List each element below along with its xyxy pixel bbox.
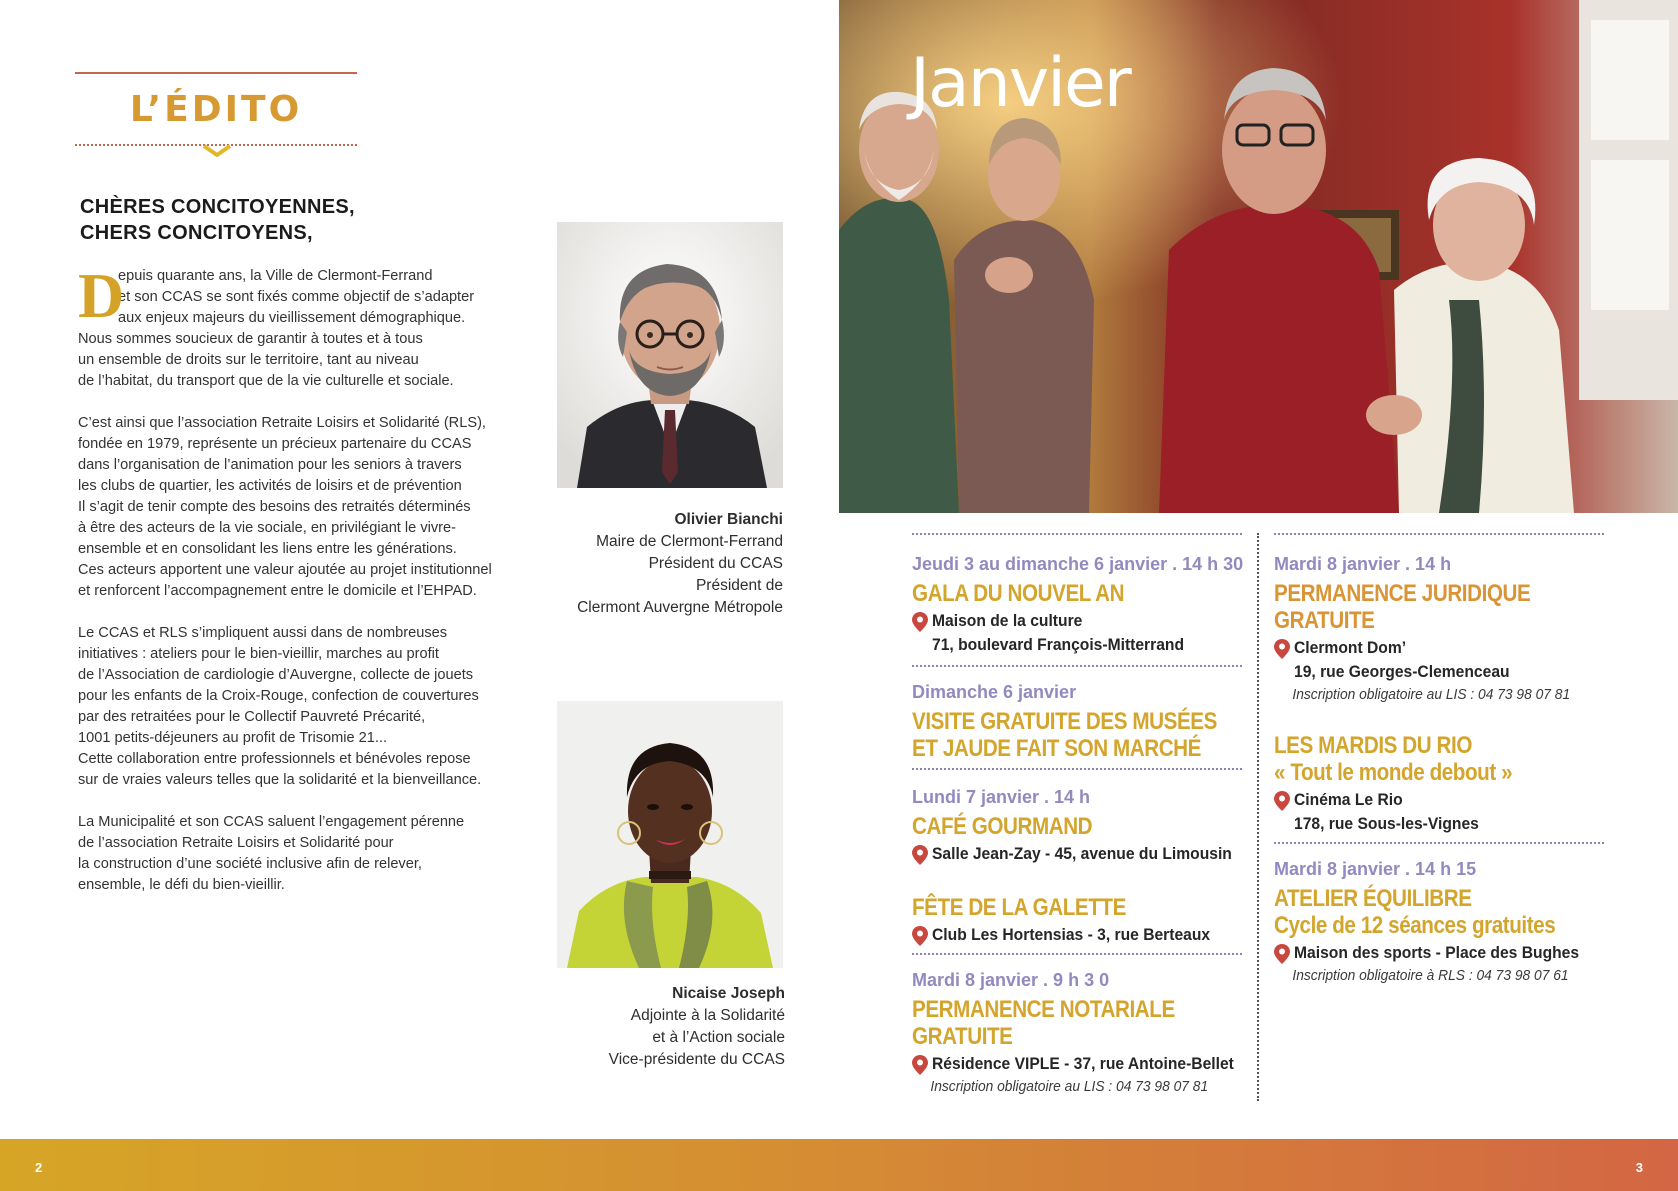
body-line: pour les enfants de la Croix-Rouge, confection de couvertures [78,688,479,704]
body-line: aux enjeux majeurs du vieillissement démographique. [118,310,466,326]
signatory-role: Clermont Auvergne Métropole [577,599,783,616]
location-line: Clermont Dom’ [1294,638,1407,657]
body-line: C’est ainsi que l’association Retraite Loisirs et Solidarité (RLS), [78,415,486,431]
body-line: ensemble et en consolidant les liens entre les générations. [78,541,457,557]
body-line: La Municipalité et son CCAS saluent l’engagement pérenne [78,814,465,830]
event-permanence-notariale [912,969,1242,1098]
page-number-right: 3 [1635,1160,1643,1175]
event-separator [1274,842,1604,844]
body-line: Le CCAS et RLS s’impliquent aussi dans de nombreuses [78,625,448,641]
signatory-role: Président de [695,577,783,594]
event-title: GRATUITE [912,1023,1013,1050]
body-line: dans l’organisation de l’animation pour les seniors à travers [78,457,462,473]
salutation-line: CHÈRES CONCITOYENNES, [80,196,355,218]
body-line: Cette collaboration entre professionnels et bénévoles repose [78,751,471,767]
map-pin-icon [912,926,928,946]
event-location [1274,636,1604,684]
column-divider [1257,533,1259,1101]
month-title: Janvier [910,44,1130,123]
event-musees [912,681,1242,762]
body-line: Nous sommes soucieux de garantir à toutes et à tous [78,331,423,347]
event-separator [912,953,1242,955]
body-line: initiatives : ateliers pour le bien-vieillir, marches au profit [78,646,439,662]
body-line: à être des acteurs de la vie sociale, en privilégiant le vivre- [78,520,457,536]
location-line: 19, rue Georges-Clemenceau [1294,662,1510,681]
page-number-left: 2 [35,1160,43,1175]
event-mardis-du-rio [1274,732,1604,836]
body-line: les clubs de quartier, les activités de loisirs et de prévention [78,478,462,494]
event-date: Mardi 8 janvier . 14 h 15 [1274,859,1477,879]
event-title: PERMANENCE NOTARIALE [912,996,1175,1023]
body-line: et son CCAS se sont fixés comme objectif de s’adapter [118,289,475,305]
event-title: « Tout le monde debout » [1274,759,1513,786]
body-line: par des retraitées pour le Collectif Pauvreté Précarité, [78,709,426,725]
signatory-name: Nicaise Joseph [672,985,785,1002]
event-location [912,923,1242,947]
event-title: LES MARDIS DU RIO [1274,732,1472,759]
events-column-left [912,533,1242,1098]
salutation-line: CHERS CONCITOYENS, [80,222,313,244]
event-title: PERMANENCE JURIDIQUE [1274,580,1531,607]
body-line: sur de vraies valeurs telles que la solidarité et la bienveillance. [78,772,482,788]
event-location [912,609,1242,657]
events-column-right [1274,533,1604,987]
event-location [1274,941,1604,965]
chevron-down-icon [202,144,232,158]
map-pin-icon [1274,639,1290,659]
event-date: Lundi 7 janvier . 14 h [912,787,1091,807]
event-title: GRATUITE [1274,607,1375,634]
location-line: Maison des sports - Place des Bughes [1294,943,1580,962]
location-line: Club Les Hortensias - 3, rue Berteaux [932,925,1211,944]
caption-nicaise-joseph [609,983,785,1071]
body-line: et renforcent l’accompagnement entre le domicile et l’EHPAD. [78,583,477,599]
body-line: un ensemble de droits sur le territoire, tant au niveau [78,352,419,368]
location-line: 71, boulevard François-Mitterrand [932,635,1185,654]
map-pin-icon [1274,791,1290,811]
event-registration-note: Inscription obligatoire au LIS : 04 73 98 07 81 [1292,686,1571,703]
body-line: fondée en 1979, représente un précieux partenaire du CCAS [78,436,472,452]
signatory-name: Olivier Bianchi [674,511,783,528]
map-pin-icon [912,612,928,632]
event-date: Jeudi 3 au dimanche 6 janvier . 14 h 30 [912,554,1244,574]
location-line: Salle Jean-Zay - 45, avenue du Limousin [932,844,1232,863]
event-title: FÊTE DE LA GALETTE [912,894,1126,921]
event-galette [912,894,1242,947]
salutation [80,194,440,246]
event-separator [1274,533,1604,535]
event-title: Cycle de 12 séances gratuites [1274,912,1556,939]
map-pin-icon [912,845,928,865]
event-date: Mardi 8 janvier . 9 h 3 0 [912,970,1110,990]
body-line: epuis quarante ans, la Ville de Clermont-Ferrand [118,268,433,284]
signatory-role: Président du CCAS [648,555,783,572]
event-separator [912,533,1242,535]
location-line: Maison de la culture [932,611,1083,630]
location-line: 178, rue Sous-les-Vignes [1294,814,1479,833]
footer-band [0,1139,1678,1191]
event-title: ET JAUDE FAIT SON MARCHÉ [912,735,1201,762]
event-cafe-gourmand [912,786,1242,866]
location-line: Résidence VIPLE - 37, rue Antoine-Bellet [932,1054,1234,1073]
drop-cap: D [78,260,125,331]
body-line: 1001 petits-déjeuners au profit de Trisomie 21... [78,730,388,746]
portrait-olivier-bianchi [557,222,783,488]
event-gala [912,553,1242,657]
location-line: Cinéma Le Rio [1294,790,1403,809]
event-atelier-equilibre [1274,858,1604,987]
event-location [912,1052,1242,1076]
signatory-role: Adjointe à la Solidarité [630,1007,785,1024]
body-line: Ces acteurs apportent une valeur ajoutée au projet institutionnel [78,562,492,578]
body-line: de l’habitat, du transport que de la vie culturelle et sociale. [78,373,454,389]
edito-title: L’ÉDITO [129,89,303,130]
event-title: CAFÉ GOURMAND [912,813,1093,840]
body-line: de l’Association de cardiologie d’Auvergne, collecte de jouets [78,667,474,683]
event-title: ATELIER ÉQUILIBRE [1274,885,1472,912]
event-registration-note: Inscription obligatoire à RLS : 04 73 98 07 61 [1292,967,1569,984]
body-line: la construction d’une société inclusive afin de relever, [78,856,422,872]
event-separator [912,665,1242,667]
header-rule [75,72,357,74]
signatory-role: Vice-présidente du CCAS [608,1051,785,1068]
event-date: Dimanche 6 janvier [912,682,1077,702]
map-pin-icon [1274,944,1290,964]
caption-olivier-bianchi [577,509,783,619]
event-separator [912,768,1242,770]
edito-header [75,72,357,146]
portrait-nicaise-joseph [557,701,783,968]
signatory-role: Maire de Clermont-Ferrand [596,533,783,550]
signatory-role: et à l’Action sociale [652,1029,785,1046]
event-permanence-juridique [1274,553,1604,706]
edito-body [78,260,518,896]
body-line: ensemble, le défi du bien-vieillir. [78,877,285,893]
event-location [1274,788,1604,836]
event-title: VISITE GRATUITE DES MUSÉES [912,708,1217,735]
event-location [912,842,1242,866]
body-line: de l’association Retraite Loisirs et Solidarité pour [78,835,394,851]
map-pin-icon [912,1055,928,1075]
event-date: Mardi 8 janvier . 14 h [1274,554,1452,574]
event-title: GALA DU NOUVEL AN [912,580,1125,607]
body-line: Il s’agit de tenir compte des besoins des retraités déterminés [78,499,471,515]
event-registration-note: Inscription obligatoire au LIS : 04 73 98 07 81 [930,1078,1209,1095]
